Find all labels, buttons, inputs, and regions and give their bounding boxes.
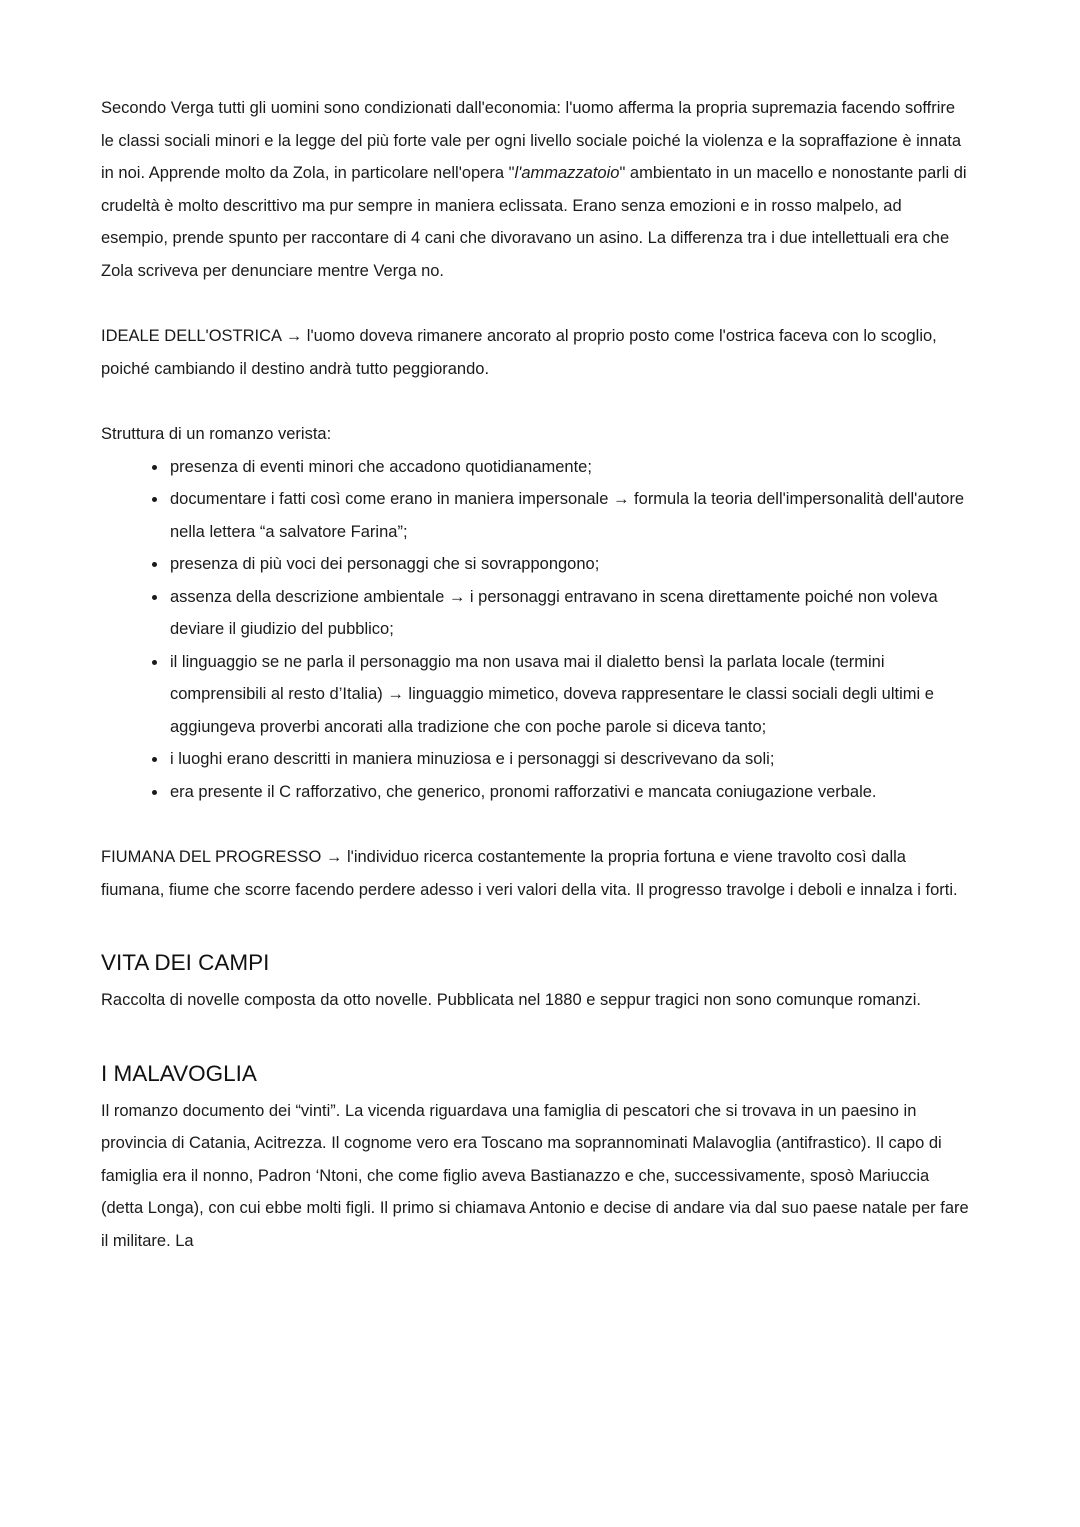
list-item-assenza-descrizione: • assenza della descrizione ambientale → i personaggi entravano in scena direttamente poiché non voleva deviare il giudizio del pubblico;	[168, 581, 970, 646]
paragraph-verga-economia	[101, 92, 970, 287]
heading-vita-dei-campi: VITA DEI CAMPI	[101, 950, 270, 975]
list-item-eventi-minori: • presenza di eventi minori che accadono quotidianamente;	[168, 451, 970, 484]
list-item-c-rafforzativo: • era presente il C rafforzativo, che generico, pronomi rafforzativi e mancata coniugazione verbale.	[168, 776, 970, 809]
list-item-linguaggio: • il linguaggio se ne parla il personaggio ma non usava mai il dialetto bensì la parlata locale (termini comprensibili al resto d’Italia) → linguaggio mimetico, doveva rappresentare le classi sociali degli ultimi e aggiungeva proverbi ancorati alla tradizione che con poche parole si diceva tanto;	[168, 646, 970, 744]
struttura-bullet-list	[101, 451, 970, 809]
heading-i-malavoglia: I MALAVOGLIA	[101, 1060, 257, 1086]
list-item-luoghi: • i luoghi erano descritti in maniera minuziosa e i personaggi si descrivevano da soli;	[168, 743, 970, 776]
paragraph-text: " ambientato in un macello e nonostante parli di crudeltà è molto descrittivo ma pur sempre in maniera eclissata. Erano senza emozioni e in rosso malpelo, ad esempio, prende spunto per raccontare di 4 cani che divoravano un asino. La differenza tra i due intellettuali era che Zola scriveva per denunciare mentre Verga no.	[101, 164, 967, 280]
paragraph-fiumana-progresso: FIUMANA DEL PROGRESSO → l'individuo ricerca costantemente la propria fortuna e viene travolto così dalla fiumana, fiume che scorre facendo perdere adesso i veri valori della vita. Il progresso travolge i deboli e innalza i forti.	[101, 848, 958, 899]
list-item-piu-voci: • presenza di più voci dei personaggi che si sovrappongono;	[168, 548, 970, 581]
paragraph-vita-dei-campi: Raccolta di novelle composta da otto novelle. Pubblicata nel 1880 e seppur tragici non sono comunque romanzi.	[101, 991, 922, 1009]
paragraph-i-malavoglia: Il romanzo documento dei “vinti”. La vicenda riguardava una famiglia di pescatori che si trovava in un paesino in provincia di Catania, Acitrezza. Il cognome vero era Toscano ma soprannominati Malavoglia (antifrastico). Il capo di famiglia era il nonno, Padron ‘Ntoni, che come figlio aveva Bastianazzo e che, successivamente, sposò Mariuccia (detta Longa), con cui ebbe molti figli. Il primo si chiamava Antonio e decise di andare via dal suo paese natale per fare il militare. La	[101, 1101, 969, 1250]
opera-title-italic: l'ammazzatoio	[514, 164, 620, 182]
list-intro-struttura: Struttura di un romanzo verista:	[101, 425, 332, 443]
paragraph-ideale-ostrica: IDEALE DELL'OSTRICA → l'uomo doveva rimanere ancorato al proprio posto come l'ostrica faceva con lo scoglio, poiché cambiando il destino andrà tutto peggiorando.	[101, 327, 937, 378]
list-item-impersonalita: • documentare i fatti così come erano in maniera impersonale → formula la teoria dell'impersonalità dell'autore nella lettera “a salvatore Farina”;	[168, 483, 970, 548]
paragraph-text: Secondo Verga tutti gli uomini sono condizionati dall'economia: l'uomo afferma la propria supremazia facendo soffrire le classi sociali minori e la legge del più forte vale per ogni livello sociale poiché la violenza e la sopraffazione è innata in noi. Apprende molto da Zola, in particolare nell'opera "	[101, 99, 962, 182]
